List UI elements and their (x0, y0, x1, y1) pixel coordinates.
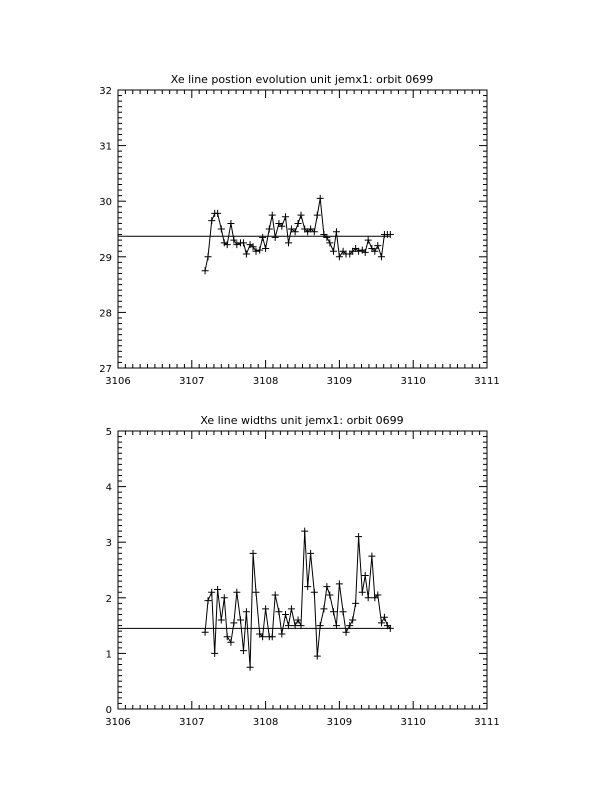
data-point (269, 212, 276, 219)
data-point (227, 220, 234, 227)
y-tick-label: 32 (99, 86, 112, 97)
data-point (368, 553, 375, 560)
data-point (349, 617, 356, 624)
data-point (243, 251, 250, 258)
width-chart (105, 414, 499, 728)
x-tick-label: 3108 (252, 376, 279, 387)
data-point (233, 589, 240, 596)
data-point (253, 248, 260, 255)
x-tick-label: 3111 (474, 717, 500, 728)
series-line (205, 198, 390, 270)
data-point (202, 267, 209, 274)
data-point (362, 572, 369, 579)
data-point (262, 605, 269, 612)
x-tick-label: 3111 (474, 376, 500, 387)
data-point (326, 239, 333, 246)
data-point (317, 195, 324, 202)
data-point (314, 212, 321, 219)
data-point (336, 580, 343, 587)
data-point (333, 228, 340, 235)
data-point (340, 608, 347, 615)
data-point (387, 231, 394, 238)
y-tick-label: 4 (105, 482, 112, 494)
x-tick-label: 3107 (179, 717, 205, 728)
data-point (336, 253, 343, 260)
x-tick-label: 3106 (105, 717, 131, 728)
position-chart (99, 73, 499, 387)
x-tick-label: 3109 (326, 717, 353, 728)
y-tick-label: 30 (99, 197, 112, 209)
data-point (233, 241, 240, 248)
data-point (262, 245, 269, 252)
plot-frame (118, 431, 487, 709)
data-point (247, 664, 254, 671)
series-line (205, 531, 390, 667)
data-point (355, 533, 362, 540)
data-point (205, 253, 212, 260)
y-tick-label: 0 (105, 705, 112, 716)
data-point (266, 226, 273, 233)
data-point (221, 594, 228, 601)
y-tick-label: 27 (99, 364, 112, 375)
data-point (359, 589, 366, 596)
data-point (218, 226, 225, 233)
data-point (330, 608, 337, 615)
data-point (230, 237, 237, 244)
data-point (278, 630, 285, 637)
data-point (224, 633, 231, 640)
data-point (230, 619, 237, 626)
data-point (240, 239, 247, 246)
data-point (275, 608, 282, 615)
data-point (205, 597, 212, 604)
data-point (218, 617, 225, 624)
data-point (208, 217, 215, 224)
data-point (202, 629, 209, 636)
data-point (256, 247, 263, 254)
data-point (237, 617, 244, 624)
data-point (288, 605, 295, 612)
data-point (304, 583, 311, 590)
x-tick-label: 3106 (105, 376, 131, 387)
data-point (295, 220, 302, 227)
y-tick-label: 3 (105, 538, 112, 550)
data-point (378, 253, 385, 260)
x-tick-label: 3107 (179, 376, 205, 387)
data-point (282, 611, 289, 618)
y-tick-label: 1 (105, 649, 112, 661)
data-point (311, 589, 318, 596)
x-tick-label: 3109 (326, 376, 353, 387)
data-point (282, 213, 289, 220)
y-tick-label: 28 (99, 308, 112, 320)
data-point (240, 647, 247, 654)
data-point (298, 212, 305, 219)
y-tick-label: 31 (99, 141, 112, 153)
data-point (301, 528, 308, 535)
data-point (365, 237, 372, 244)
data-point (307, 550, 314, 557)
y-tick-label: 2 (105, 593, 112, 605)
data-point (343, 629, 350, 636)
data-point (211, 650, 218, 657)
width-chart-title: Xe line widths unit jemx1: orbit 0699 (200, 414, 404, 427)
data-point (320, 605, 327, 612)
data-point (253, 589, 260, 596)
data-point (285, 239, 292, 246)
data-point (224, 241, 231, 248)
data-point (272, 234, 279, 241)
data-point (243, 608, 250, 615)
data-point (295, 617, 302, 624)
data-point (269, 633, 276, 640)
data-point (221, 239, 228, 246)
data-point (314, 653, 321, 660)
x-tick-label: 3108 (252, 717, 279, 728)
data-point (250, 550, 257, 557)
data-point (326, 592, 333, 599)
data-point (381, 614, 388, 621)
position-chart-title: Xe line postion evolution unit jemx1: orbit 0699 (170, 73, 434, 86)
data-point (365, 594, 372, 601)
x-tick-label: 3110 (400, 717, 426, 728)
y-tick-label: 29 (99, 252, 112, 264)
y-tick-label: 5 (105, 427, 112, 438)
data-point (227, 639, 234, 646)
data-point (272, 592, 279, 599)
x-tick-label: 3110 (400, 376, 426, 387)
data-point (214, 210, 221, 217)
data-point (259, 234, 266, 241)
data-point (352, 600, 359, 607)
data-point (330, 248, 337, 255)
data-point (323, 583, 330, 590)
